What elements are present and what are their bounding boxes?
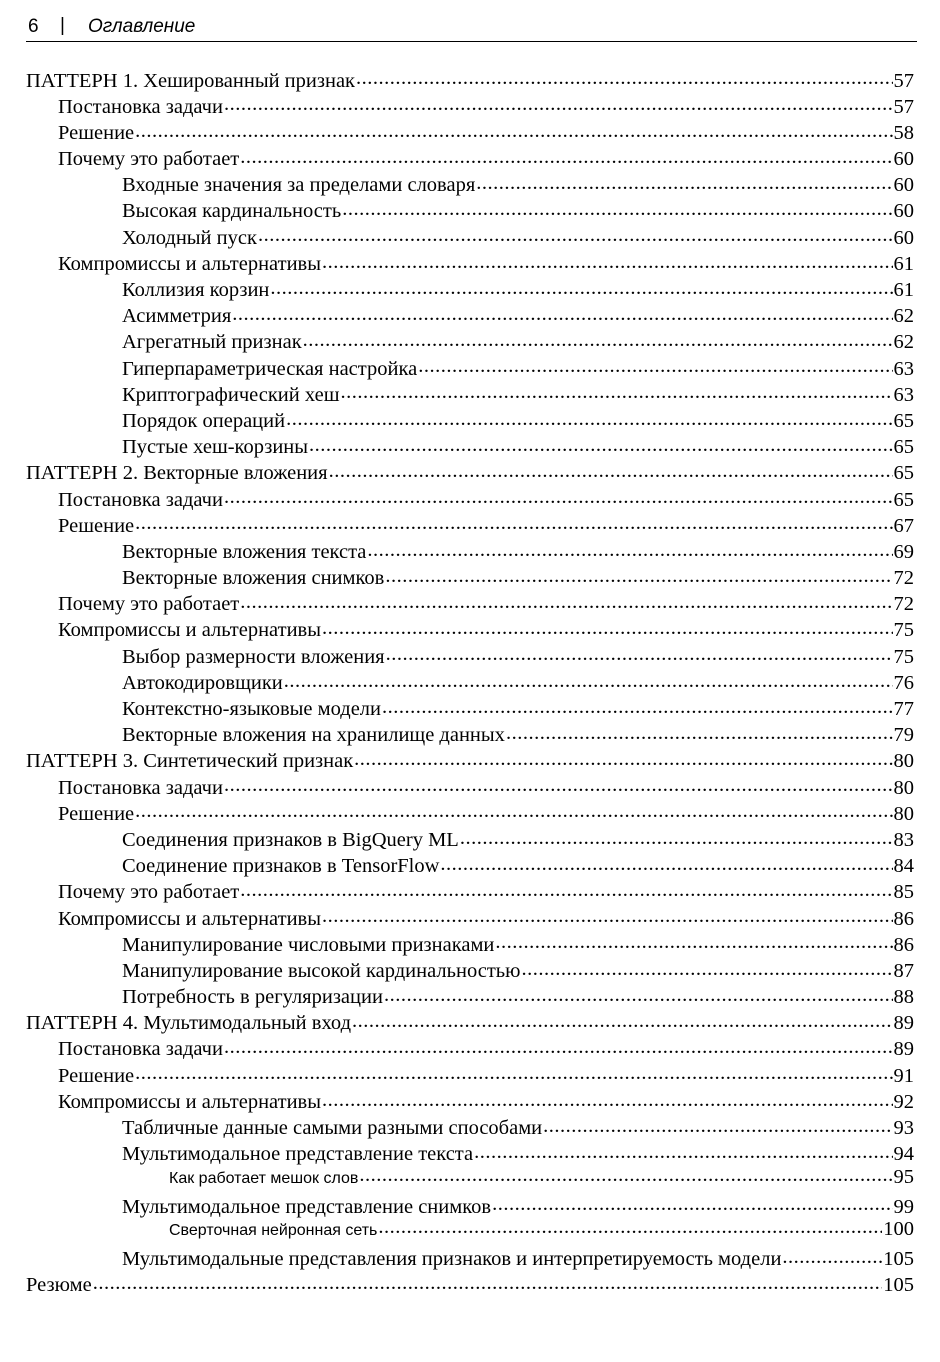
dot-leader [385,564,892,585]
toc-entry-page: 57 [893,69,914,92]
toc-entry-page: 94 [893,1143,914,1166]
toc-entry-page: 60 [893,200,914,223]
toc-entry-page: 65 [893,436,914,459]
dot-leader [224,1035,893,1056]
toc-entry-title: Соединение признаков в TensorFlow [122,855,440,878]
toc-entry-title: ПАТТЕРН 1. Хешированный признак [26,69,356,92]
toc-entry-page: 88 [893,986,914,1009]
toc-entry-page: 63 [893,357,914,380]
toc-entry-title: Агрегатный признак [122,331,302,354]
toc-entry[interactable] [26,983,914,1009]
toc-entry-page: 69 [893,540,914,563]
toc-entry-page: 60 [893,148,914,171]
toc-entry-page: 62 [893,305,914,328]
toc-entry-title: Высокая кардинальность [122,200,342,223]
toc-entry-title: ПАТТЕРН 3. Синтетический признак [26,750,354,773]
toc-entry[interactable] [26,197,914,223]
toc-entry-page: 75 [893,619,914,642]
dot-leader [367,537,892,558]
toc-entry[interactable] [26,904,914,930]
dot-leader [476,171,892,192]
header-separator: | [60,15,65,36]
toc-entry-title: Манипулирование числовыми признаками [122,933,495,956]
toc-entry-title: Решение [58,514,135,537]
toc-entry-title: Векторные вложения на хранилище данных [122,724,505,747]
toc-entry-page: 77 [893,698,914,720]
dot-leader [322,616,892,637]
toc-entry-title: Табличные данные самыми разными способами [122,1117,543,1139]
toc-entry-page: 75 [893,645,914,668]
dot-leader [240,590,892,611]
dot-leader [309,433,892,454]
toc-entry[interactable] [26,485,914,511]
dot-leader [322,1087,892,1108]
toc-entry-page: 61 [893,252,914,275]
toc-entry-title: Почему это работает [58,148,240,171]
dot-leader [386,642,893,663]
toc-entry[interactable] [26,1087,914,1113]
toc-entry-title: Входные значения за пределами словаря [122,174,476,197]
dot-leader [270,276,892,297]
toc-entry-title: Решение [58,121,135,144]
toc-entry[interactable] [26,930,914,956]
toc-entry[interactable] [26,668,914,694]
toc-entry[interactable] [26,695,914,721]
dot-leader [418,354,892,375]
toc-entry-page: 60 [893,174,914,197]
toc-entry-page: 65 [893,409,914,432]
dot-leader [224,485,893,506]
toc-entry-page: 63 [893,383,914,406]
toc-entry[interactable] [26,276,914,302]
toc-entry-title: Векторные вложения снимков [122,567,385,590]
dot-leader [460,825,893,846]
toc-entry-page: 105 [883,1274,914,1297]
toc-entry[interactable] [26,171,914,197]
toc-entry[interactable] [26,799,914,825]
toc-entry-page: 105 [883,1247,914,1270]
toc-entry-page: 57 [893,95,914,118]
toc-entry-page: 89 [893,1038,914,1061]
toc-entry[interactable] [26,721,914,747]
toc-entry-page: 86 [893,907,914,930]
toc-entry-title: Постановка задачи [58,1038,223,1061]
dot-leader [258,223,893,244]
toc-entry-page: 80 [893,750,914,773]
toc-entry-page: 85 [893,881,914,904]
dot-leader [135,1061,892,1082]
toc-entry[interactable] [26,118,914,144]
toc-entry-title: Мультимодальное представление снимков [122,1195,492,1218]
dot-leader [232,302,892,323]
toc-entry[interactable] [26,406,914,432]
toc-entry-title: Векторные вложения текста [122,540,367,563]
toc-entry[interactable] [26,1244,914,1270]
toc-entry-title: Манипулирование высокой кардинальностью [122,959,521,982]
toc-entry-page: 95 [893,1165,914,1188]
toc-entry[interactable] [26,1218,914,1244]
toc-entry-page: 65 [893,462,914,485]
toc-entry-page: 89 [893,1012,914,1035]
table-of-contents [26,66,914,1297]
toc-entry[interactable] [26,773,914,799]
toc-entry[interactable] [26,590,914,616]
toc-entry[interactable] [26,433,914,459]
toc-entry-title: Соединения признаков в BigQuery ML [122,828,459,851]
toc-entry[interactable] [26,145,914,171]
toc-entry[interactable] [26,1271,914,1297]
toc-entry-title: Порядок операций [122,409,286,432]
toc-entry[interactable] [26,1061,914,1087]
dot-leader [495,930,892,951]
toc-entry-page: 100 [883,1218,914,1241]
toc-entry[interactable] [26,223,914,249]
toc-entry[interactable] [26,511,914,537]
page-number: 6 [28,16,39,37]
dot-leader [474,1140,892,1161]
dot-leader [340,380,892,401]
dot-leader [356,66,892,87]
dot-leader [354,747,892,768]
toc-entry-title: Компромиссы и альтернативы [58,1090,322,1113]
toc-entry-title: ПАТТЕРН 2. Векторные вложения [26,462,328,485]
toc-entry-page: 91 [893,1064,914,1087]
dot-leader [382,695,893,716]
dot-leader [303,328,893,349]
dot-leader [224,773,893,794]
toc-entry-title: Постановка задачи [58,95,223,118]
toc-entry-title: Как работает мешок слов [169,1169,359,1187]
dot-leader [782,1244,882,1265]
toc-entry-title: Почему это работает [58,593,240,616]
toc-entry[interactable] [26,380,914,406]
toc-entry-title: Решение [58,1064,135,1087]
toc-entry-title: Резюме [26,1274,92,1297]
dot-leader [284,668,893,689]
dot-leader [492,1192,892,1213]
toc-entry[interactable] [26,852,914,878]
toc-entry[interactable] [26,92,914,118]
toc-entry-title: Компромиссы и альтернативы [58,907,322,930]
toc-entry-page: 86 [893,933,914,956]
toc-entry[interactable] [26,537,914,563]
toc-entry-page: 80 [893,802,914,825]
dot-leader [240,878,892,899]
toc-entry-title: Компромиссы и альтернативы [58,619,322,642]
toc-entry-title: Криптографический хеш [122,383,340,406]
dot-leader [521,956,892,977]
toc-entry[interactable] [26,1114,914,1140]
toc-entry[interactable] [26,302,914,328]
dot-leader [384,983,893,1004]
toc-entry-page: 60 [893,226,914,249]
toc-entry[interactable] [26,66,914,92]
toc-entry[interactable] [26,328,914,354]
toc-entry-page: 61 [893,279,914,301]
dot-leader [135,118,892,139]
toc-entry-title: Потребность в регуляризации [122,986,383,1009]
toc-entry-page: 92 [893,1090,914,1113]
toc-entry-title: Автокодировщики [122,671,283,694]
toc-entry[interactable] [26,825,914,851]
toc-entry-page: 83 [893,828,914,851]
toc-entry-title: Решение [58,802,135,825]
toc-entry-page: 84 [893,855,914,878]
toc-entry-page: 72 [893,567,914,590]
dot-leader [135,799,892,820]
toc-entry-title: Гиперпараметрическая настройка [122,357,418,380]
toc-entry-title: Почему это работает [58,881,240,904]
toc-entry-page: 79 [893,724,914,747]
toc-entry-page: 93 [893,1117,914,1139]
toc-entry-title: ПАТТЕРН 4. Мультимодальный вход [26,1012,351,1035]
dot-leader [506,721,893,742]
toc-entry[interactable] [26,459,914,485]
dot-leader [286,406,892,427]
toc-entry-title: Мультимодальное представление текста [122,1143,474,1166]
toc-entry[interactable] [26,956,914,982]
toc-entry-title: Постановка задачи [58,488,223,511]
dot-leader [329,459,893,480]
dot-leader [440,852,892,873]
toc-entry[interactable] [26,1009,914,1035]
dot-leader [359,1167,892,1183]
toc-entry-title: Постановка задачи [58,776,223,799]
toc-entry-title: Контекстно-языковые модели [122,698,381,720]
toc-entry-page: 62 [893,331,914,354]
toc-entry[interactable] [26,354,914,380]
toc-entry-page: 65 [893,488,914,511]
toc-entry-page: 80 [893,776,914,799]
toc-entry[interactable] [26,1166,914,1192]
toc-entry-page: 58 [893,121,914,144]
toc-entry[interactable] [26,249,914,275]
toc-entry[interactable] [26,1140,914,1166]
toc-entry-page: 87 [893,959,914,982]
dot-leader [135,511,892,532]
toc-entry[interactable] [26,1035,914,1061]
toc-entry[interactable] [26,616,914,642]
toc-entry-title: Выбор размерности вложения [122,645,385,668]
dot-leader [224,92,893,113]
toc-entry-title: Холодный пуск [122,226,257,249]
page-header [26,14,917,42]
toc-entry-title: Мультимодальные представления признаков и интерпретируемость модели [122,1247,782,1270]
toc-entry[interactable] [26,747,914,773]
dot-leader [240,145,892,166]
toc-entry-title: Компромиссы и альтернативы [58,252,322,275]
dot-leader [543,1114,892,1135]
dot-leader [352,1009,893,1030]
dot-leader [93,1271,883,1292]
running-title: Оглавление [88,16,196,37]
dot-leader [322,904,892,925]
dot-leader [342,197,892,218]
toc-entry-page: 72 [893,593,914,616]
toc-entry-page: 99 [893,1195,914,1218]
toc-entry-page: 67 [893,514,914,537]
toc-entry[interactable] [26,878,914,904]
dot-leader [378,1219,882,1235]
toc-entry-title: Коллизия корзин [122,279,270,301]
toc-entry[interactable] [26,642,914,668]
toc-entry-title: Пустые хеш-корзины [122,436,309,459]
toc-entry[interactable] [26,564,914,590]
toc-entry[interactable] [26,1192,914,1218]
dot-leader [322,249,892,270]
toc-entry-title: Сверточная нейронная сеть [169,1222,378,1240]
toc-entry-title: Асимметрия [122,305,232,328]
toc-entry-page: 76 [893,671,914,694]
